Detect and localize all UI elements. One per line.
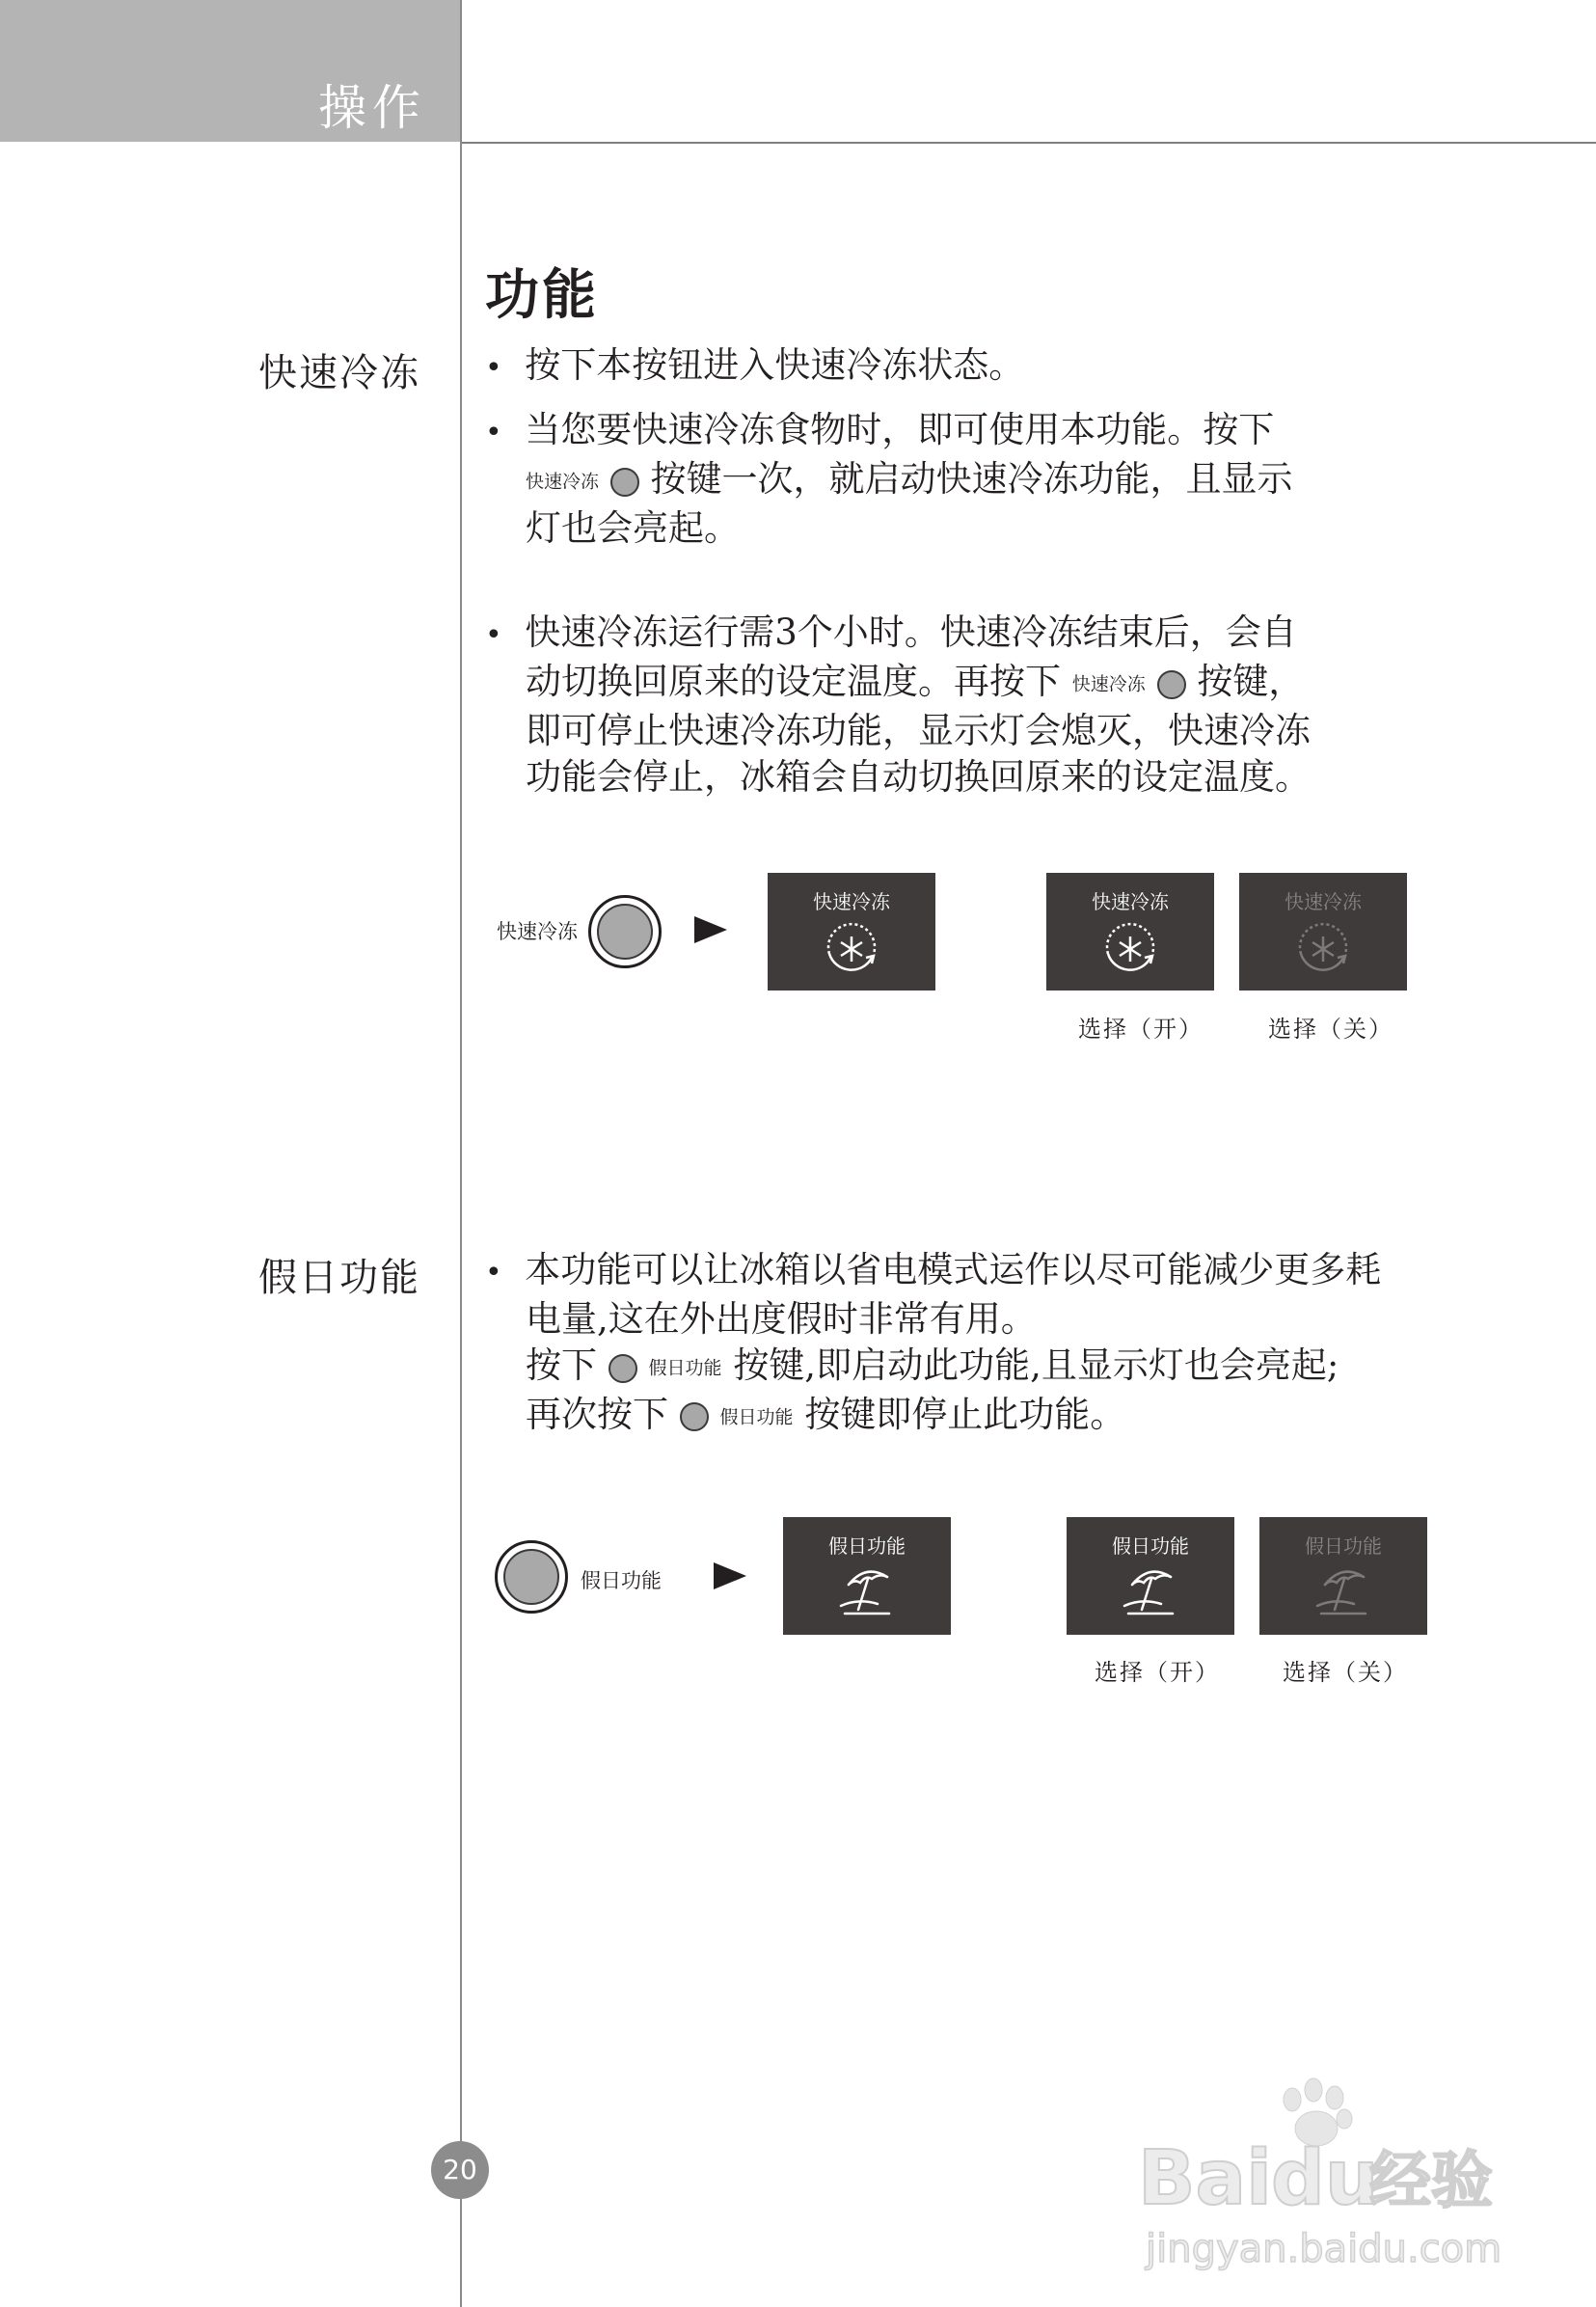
quick-freeze-bullet-1: • 按下本按钮进入快速冷冻状态。 (485, 344, 1025, 386)
beach-umbrella-icon (833, 1561, 901, 1621)
holiday-button-label: 假日功能 (581, 1569, 662, 1592)
quick-freeze-bullet-3: • 快速冷冻运行需3个小时。快速冷冻结束后，会自 动切换回原来的设定温度。再按下 快速冷冻 按键， 即可停止快速冷冻功能，显示灯会熄灭，快速冷冻 功能会停止，冰箱会自动切换回原来的设定温度。 (485, 611, 1311, 798)
bullet-dot: • (485, 1256, 502, 1289)
baidu-jingyan-watermark (1138, 2069, 1524, 2276)
button-face (597, 904, 653, 960)
quick-freeze-button (588, 895, 662, 968)
watermark-brand2: du (1271, 2135, 1379, 2222)
bullet-dot: • (485, 416, 502, 449)
bullet-dot: • (485, 351, 502, 385)
quick-freeze-inline-button-icon (610, 468, 639, 497)
holiday-description: • 本功能可以让冰箱以省电模式运作以尽可能减少更多耗 电量,这在外出度假时非常有用。 按下 假日功能 按键,即启动此功能,且显示灯也会亮起; 再次按下 假日功能 按键即停止此功能。 (485, 1249, 1382, 1435)
snowflake-icon (1095, 915, 1166, 979)
quick-freeze-inline-button-icon (1157, 670, 1186, 699)
page-number: 20 (431, 2141, 489, 2199)
watermark-cn: 经验 (1369, 2146, 1493, 2217)
watermark-brand: Bai (1138, 2135, 1272, 2222)
caption-select-off: 选择（关） (1283, 1659, 1408, 1686)
section-label-holiday: 假日功能 (258, 1256, 420, 1300)
snowflake-icon (816, 915, 887, 979)
inline-button-label: 快速冷冻 (526, 471, 600, 493)
arrow-right-icon (694, 916, 727, 943)
caption-select-on: 选择（开） (1078, 1016, 1204, 1043)
beach-umbrella-icon (1117, 1561, 1184, 1621)
header-title: 操作 (318, 80, 426, 136)
snowflake-icon (1287, 915, 1359, 979)
watermark-url: jingyan.baidu.com (1146, 2227, 1502, 2271)
bullet-dot: • (485, 618, 502, 652)
page-heading: 功能 (485, 264, 599, 327)
quick-freeze-bullet-2: • 当您要快速冷冻食物时，即可使用本功能。按下 快速冷冻 按键一次，就启动快速冷冻功能，且显示 灯也会亮起。 (485, 409, 1293, 549)
holiday-display-panel: 假日功能 (783, 1517, 951, 1635)
inline-button-label: 假日功能 (648, 1357, 722, 1379)
section-label-quick-freeze: 快速冷冻 (258, 351, 420, 395)
holiday-inline-button-icon (680, 1402, 709, 1431)
holiday-button (495, 1540, 568, 1614)
caption-select-off: 选择（关） (1268, 1016, 1393, 1043)
inline-button-label: 快速冷冻 (1071, 673, 1146, 695)
holiday-panel-off: 假日功能 (1259, 1517, 1427, 1635)
caption-select-on: 选择（开） (1095, 1659, 1220, 1686)
margin-divider (460, 0, 462, 2307)
quick-freeze-panel-off: 快速冷冻 (1239, 873, 1407, 991)
arrow-right-icon (714, 1562, 746, 1589)
header-divider (460, 142, 1596, 144)
quick-freeze-button-label: 快速冷冻 (497, 920, 578, 943)
button-face (503, 1549, 559, 1605)
quick-freeze-display-panel: 快速冷冻 (768, 873, 935, 991)
holiday-inline-button-icon (609, 1354, 637, 1383)
quick-freeze-panel-on: 快速冷冻 (1046, 873, 1214, 991)
beach-umbrella-icon (1310, 1561, 1377, 1621)
inline-button-label: 假日功能 (719, 1406, 794, 1427)
holiday-panel-on: 假日功能 (1067, 1517, 1234, 1635)
